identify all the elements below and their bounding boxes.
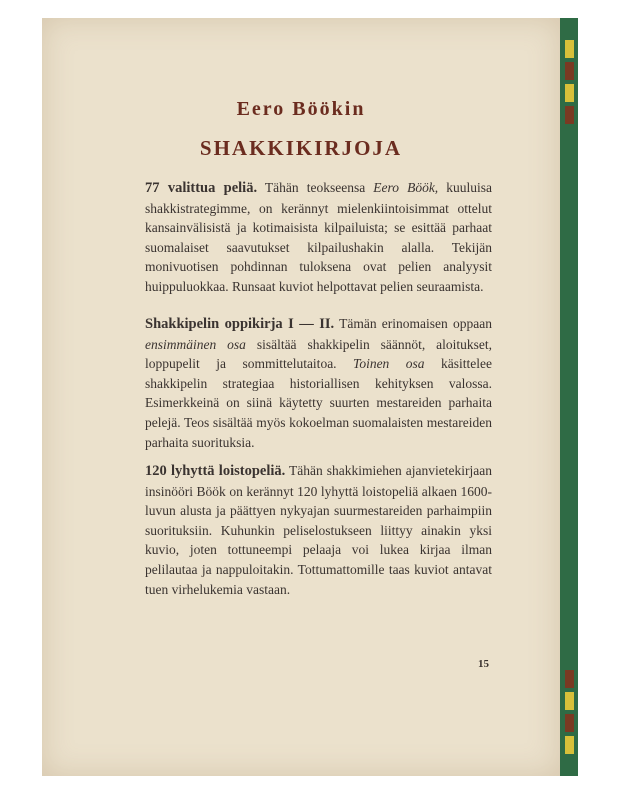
book-back-cover [42,18,560,776]
entry-title: Shakkipelin oppikirja I — II. [145,316,335,332]
entry-text: Tähän shakkimiehen ajanvietekirjaan insinööri Böök on kerännyt 120 lyhyttä loistopeliä alkaen 1600-luvun alusta ja päättyen nykyajan suurmestareiden parhaimpiin suorituksiin. Kuhunkin peliselostukseen liittyy ainakin yksi kuvio, joten tottuneempi pelaaja voi lukea kirjaa ilman pelilautaa ja nappuloitakin. Tottumattomille taas kuviot antavat tuen virhelukemia vastaan. [145,463,493,597]
book-spine [560,18,578,776]
spine-stripe [565,84,574,102]
spine-stripe [565,692,574,710]
entry-italic: ensimmäinen osa [145,336,246,352]
spine-stripe [565,40,574,58]
book-entry-77-games [145,178,492,297]
spine-stripe [565,670,574,688]
entry-text-rest: käsittelee shakkipelin strategiaa historiallisen kehityksen valossa. Esimerkkeinä on siinä käytetty suurten mestareiden parhaita pelejä. Teos sisältää myös kokoelman suomalaisten mestareiden parhaita suorituksia. [145,356,492,450]
spine-stripe [565,736,574,754]
entry-text: Tämän erinomaisen oppaan [334,316,492,331]
entry-title: 120 lyhyttä loistopeliä. [145,463,286,479]
spine-stripe [565,714,574,732]
page-number: 15 [478,658,489,670]
entry-text: Tähän teokseensa [257,180,374,195]
spine-stripe [565,106,574,124]
spine-stripe [565,62,574,80]
entry-italic-2: Toinen osa [353,356,425,372]
book-entry-120-games [145,461,492,599]
author-heading: Eero Böökin [236,98,366,120]
entry-title: 77 valittua peliä. [145,180,258,196]
entry-italic: Eero Böök, [373,180,439,195]
entry-text-rest: kuuluisa shakkistrategimme, on kerännyt mielenkiintoisimmat ottelut kansainvälisistä ja kotimaisista kilpailuista; se esittää parhaat suomalaiset saavutukset kilpailushakin alalla. Tekijän monivuotisen pohdinnan tuloksena ovat pelien analyysit huippuluokkaa. Runsaat kuviot helpottavat pelien seuraamista. [145,180,492,294]
entry-text-mid: sisältää shakkipelin säännöt, aloitukset, loppupelit ja sommittelutaitoa. [145,336,492,372]
book-entry-textbook [145,314,492,452]
series-title: SHAKKIKIRJOJA [199,136,403,160]
